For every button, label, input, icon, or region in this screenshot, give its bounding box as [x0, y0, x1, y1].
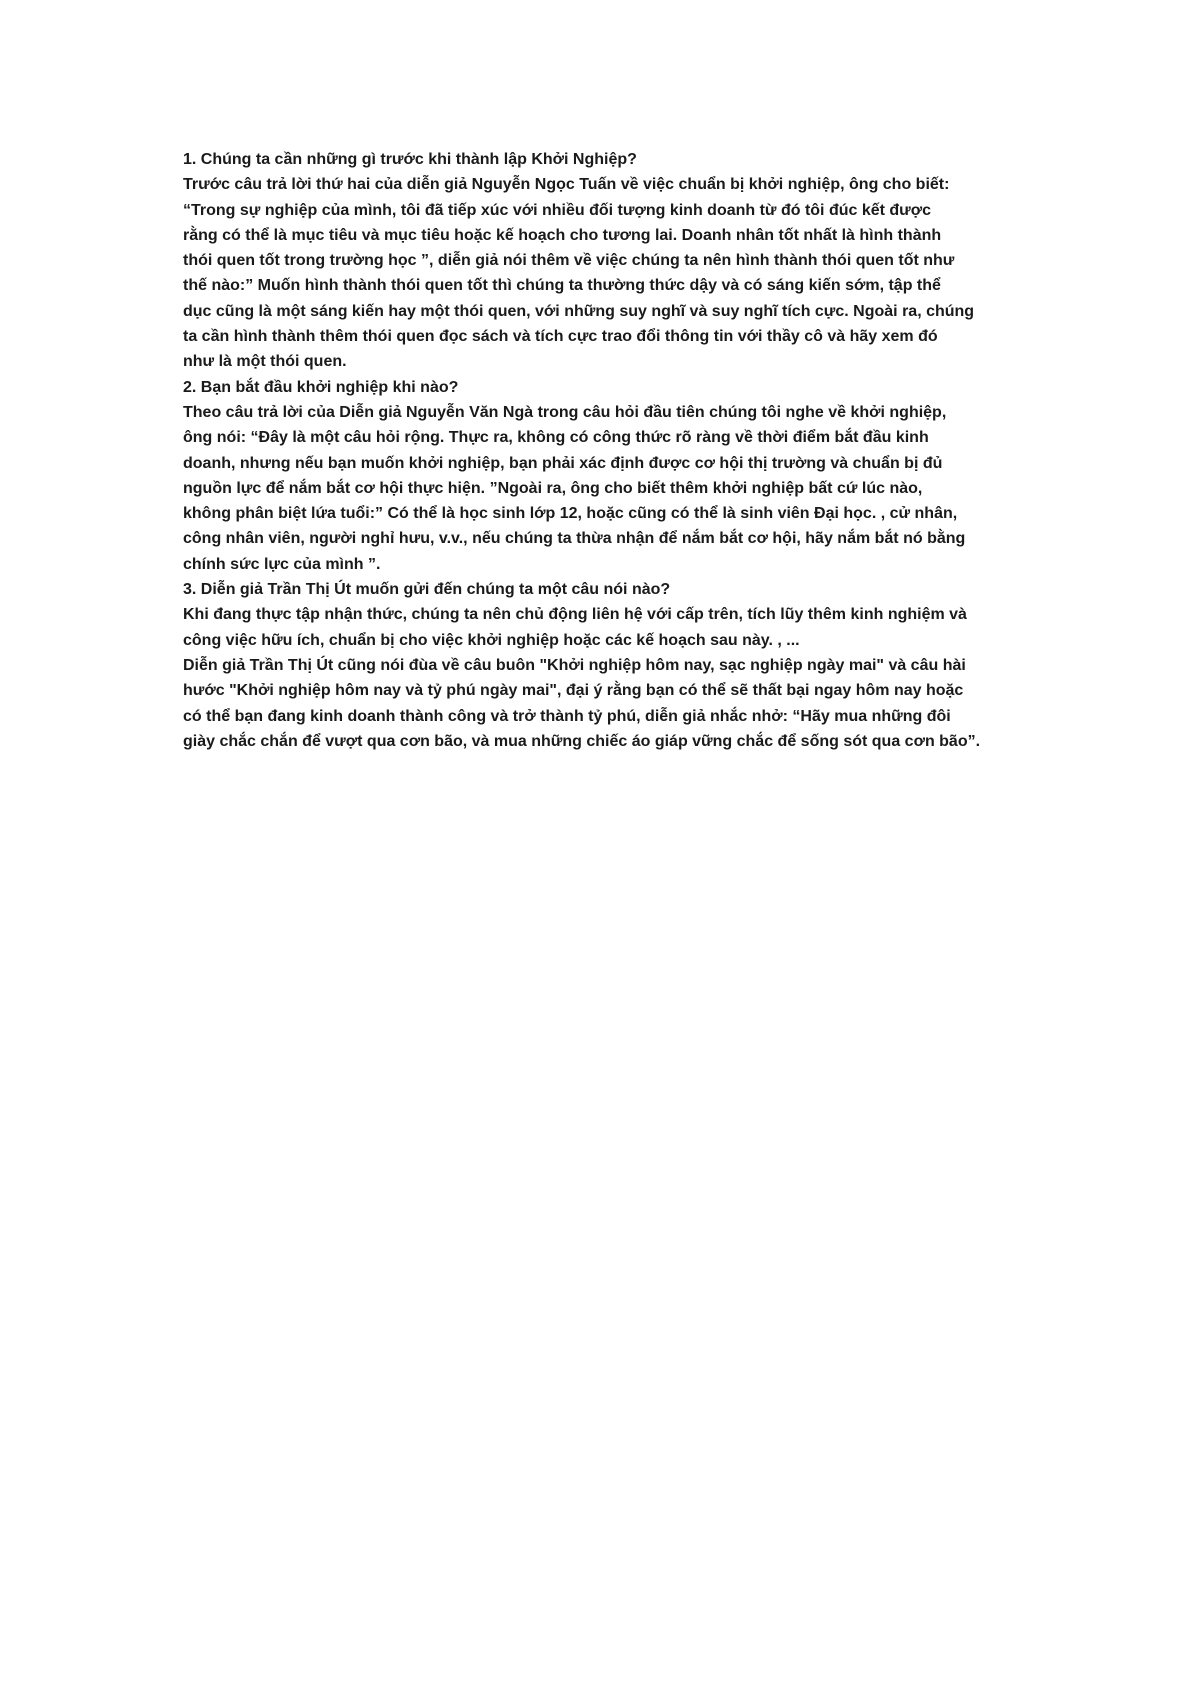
- text-line: công nhân viên, người nghỉ hưu, v.v., nếu chúng ta thừa nhận để nắm bắt cơ hội, hãy nắm bắt nó bằng: [183, 530, 966, 548]
- text-line: doanh, nhưng nếu bạn muốn khởi nghiệp, bạn phải xác định được cơ hội thị trường và chuẩn bị đủ: [183, 454, 943, 472]
- question-2-heading: 2. Bạn bắt đầu khởi nghiệp khi nào?: [183, 378, 459, 396]
- text-line: rằng có thể là mục tiêu và mục tiêu hoặc kế hoạch cho tương lai. Doanh nhân tốt nhất là hình thành: [183, 226, 942, 244]
- document-body: [183, 147, 1043, 754]
- question-1-heading: 1. Chúng ta cần những gì trước khi thành lập Khởi Nghiệp?: [183, 151, 637, 168]
- text-line: có thể bạn đang kinh doanh thành công và trở thành tỷ phú, diễn giả nhắc nhở: “Hãy mua những đôi: [183, 707, 951, 725]
- text-line: Trước câu trả lời thứ hai của diễn giả Nguyễn Ngọc Tuấn về việc chuẩn bị khởi nghiệp, ông cho biết:: [183, 176, 950, 194]
- text-line: dục cũng là một sáng kiến hay một thói quen, với những suy nghĩ và suy nghĩ tích cực. Ngoài ra, chúng: [183, 302, 975, 320]
- text-line: công việc hữu ích, chuẩn bị cho việc khởi nghiệp hoặc các kế hoạch sau này. , ...: [183, 631, 800, 649]
- text-line: không phân biệt lứa tuổi:” Có thể là học sinh lớp 12, hoặc cũng có thể là sinh viên Đại học. , cử nhân,: [183, 505, 958, 523]
- text-line: thế nào:” Muốn hình thành thói quen tốt thì chúng ta thường thức dậy và có sáng kiến sớm, tập thể: [183, 277, 941, 295]
- text-line: ông nói: “Đây là một câu hỏi rộng. Thực ra, không có công thức rõ ràng về thời điểm bắt đầu kinh: [183, 429, 929, 447]
- text-line: hước "Khởi nghiệp hôm nay và tỷ phú ngày mai", đại ý rằng bạn có thể sẽ thất bại ngay hôm nay hoặc: [183, 682, 964, 700]
- text-line: Khi đang thực tập nhận thức, chúng ta nên chủ động liên hệ với cấp trên, tích lũy thêm kinh nghiệm và: [183, 606, 967, 624]
- text-line: như là một thói quen.: [183, 353, 347, 371]
- text-line: “Trong sự nghiệp của mình, tôi đã tiếp xúc với nhiều đối tượng kinh doanh từ đó tôi đúc kết được: [183, 201, 932, 219]
- text-line: Diễn giả Trần Thị Út cũng nói đùa về câu buôn "Khởi nghiệp hôm nay, sạc nghiệp ngày mai" và câu hài: [183, 656, 966, 674]
- text-line: thói quen tốt trong trường học ”, diễn giả nói thêm về việc chúng ta nên hình thành thói quen tốt như: [183, 252, 955, 270]
- text-line: chính sức lực của mình ”.: [183, 555, 381, 573]
- text-line: nguồn lực để nắm bắt cơ hội thực hiện. ”Ngoài ra, ông cho biết thêm khởi nghiệp bất cứ lúc nào,: [183, 479, 923, 497]
- question-3-heading: 3. Diễn giả Trần Thị Út muốn gửi đến chúng ta một câu nói nào?: [183, 581, 671, 599]
- text-line: giày chắc chắn để vượt qua cơn bão, và mua những chiếc áo giáp vững chắc để sống sót qua cơn bão”.: [183, 732, 981, 750]
- text-line: Theo câu trả lời của Diễn giả Nguyễn Văn Ngà trong câu hỏi đầu tiên chúng tôi nghe về khởi nghiệp,: [183, 403, 947, 421]
- text-line: ta cần hình thành thêm thói quen đọc sách và tích cực trao đổi thông tin với thầy cô và hãy xem đó: [183, 328, 938, 346]
